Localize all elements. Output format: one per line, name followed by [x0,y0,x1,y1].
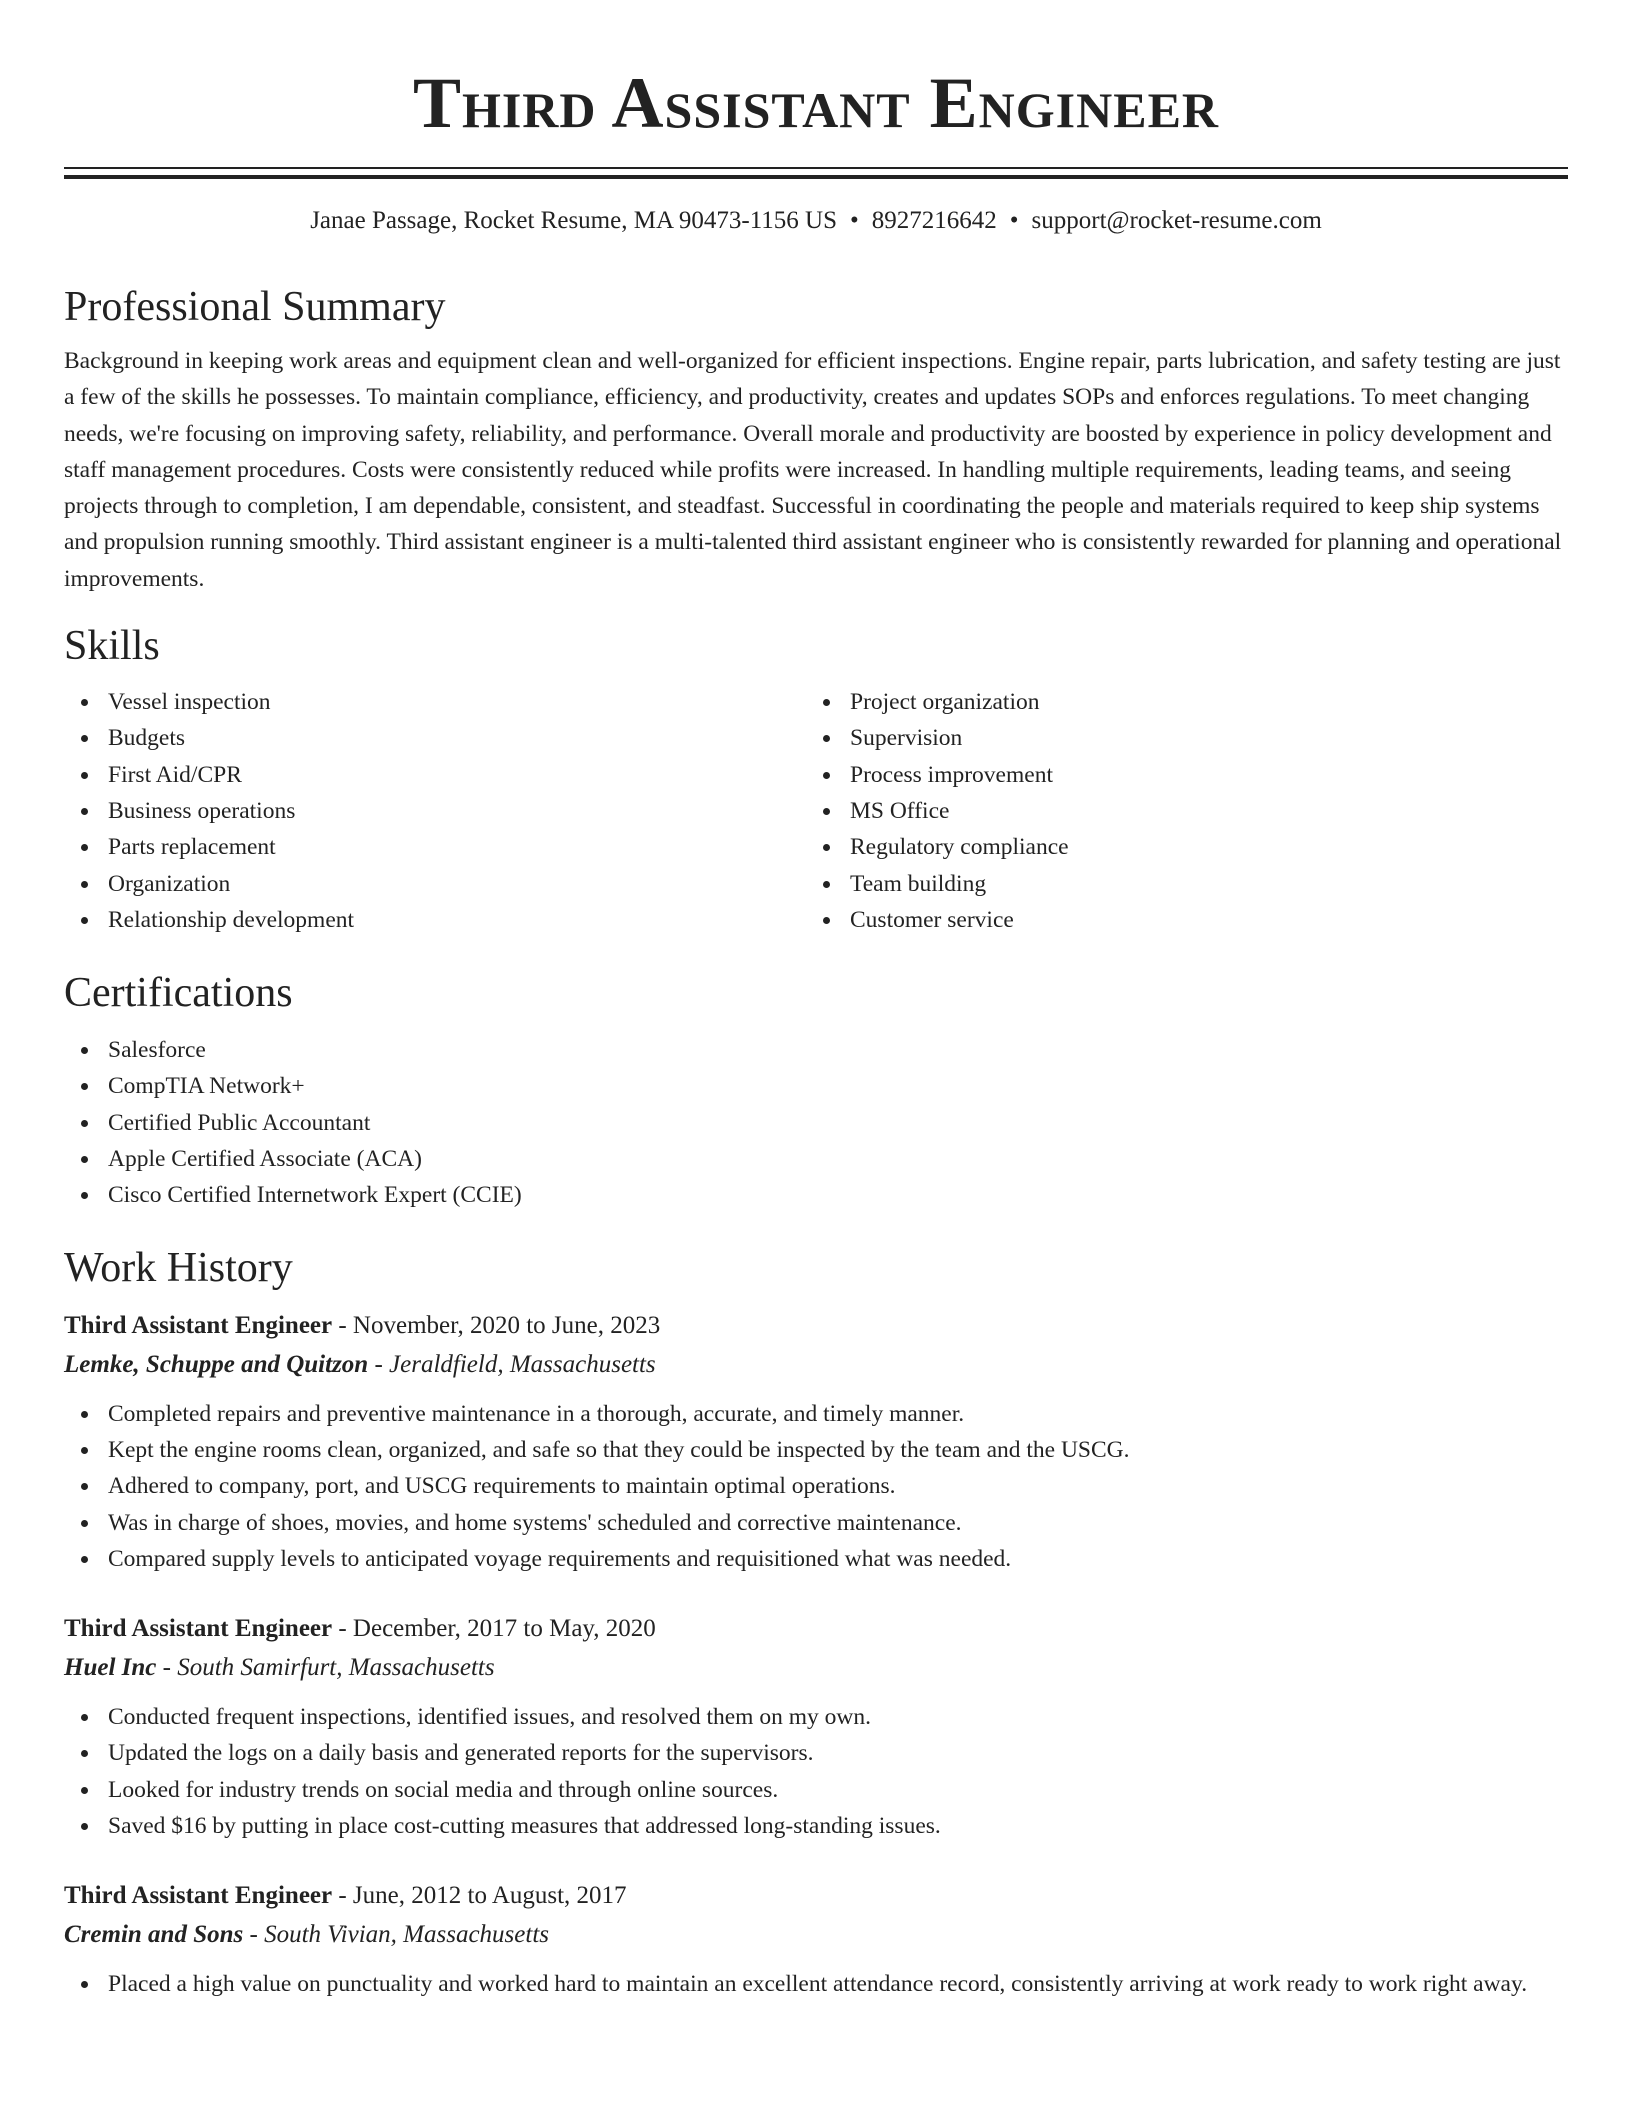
skill-item: Customer service [806,902,1548,938]
job-entry [64,1609,1568,1844]
job-bullet: Adhered to company, port, and USCG requirements to maintain optimal operations. [64,1468,1568,1504]
job-bullet: Completed repairs and preventive maintenance in a thorough, accurate, and timely manner. [64,1396,1568,1432]
job-role: Third Assistant Engineer [64,1882,333,1910]
job-bullet: Updated the logs on a daily basis and generated reports for the supervisors. [64,1735,1568,1771]
job-bullet: Compared supply levels to anticipated voyage requirements and requisitioned what was needed. [64,1541,1568,1577]
contact-email[interactable]: support@rocket-resume.com [1031,207,1322,234]
certification-item: Apple Certified Associate (ACA) [64,1141,1568,1177]
skill-item: Parts replacement [64,829,806,865]
certification-item: Certified Public Accountant [64,1105,1568,1141]
job-bullet-list [64,1966,1568,2002]
job-location: - South Samirfurt, Massachusetts [156,1654,495,1682]
job-entry [64,1876,1568,2002]
skills-heading: Skills [64,623,160,670]
certifications-list [64,1032,1568,1213]
job-location: - Jeraldfield, Massachusetts [368,1350,656,1378]
job-entry [64,1306,1568,1577]
job-company-line [64,1916,1568,1954]
skill-item: Regulatory compliance [806,829,1548,865]
job-company-line [64,1346,1568,1384]
job-bullet: Looked for industry trends on social media and through online sources. [64,1772,1568,1808]
skill-item: Budgets [64,720,806,756]
summary-heading: Professional Summary [64,284,446,330]
skill-item: Project organization [806,684,1548,720]
job-dates: - November, 2020 to June, 2023 [332,1311,661,1339]
contact-line [64,205,1568,237]
job-title-line [64,1306,1568,1346]
summary-text: Background in keeping work areas and equipment clean and well-organized for efficient inspections. Engine repair, parts lubrication, and safety testing are just a few of the skills he possesses. To maintain compliance, efficiency, and productivity, creates and updates SOPs and enforces regulations. To meet changing needs, we're focusing on improving safety, reliability, and performance. Overall morale and productivity are boosted by experience in policy development and staff management procedures. Costs were consistently reduced while profits were increased. In handling multiple requirements, leading teams, and seeing projects through to completion, I am dependable, consistent, and steadfast. Successful in coordinating the people and materials required to keep ship systems and propulsion running smoothly. Third assistant engineer is a multi-talented third assistant engineer who is consistently rewarded for planning and operational improvements. [64,348,1562,592]
certification-item: Salesforce [64,1032,1568,1068]
job-company: Lemke, Schuppe and Quitzon [64,1350,369,1378]
skills-list-right [806,684,1548,938]
skill-item: Process improvement [806,757,1548,793]
job-bullet: Kept the engine rooms clean, organized, and safe so that they could be inspected by the team and the USCG. [64,1432,1568,1468]
contact-separator: • [849,207,859,234]
skill-item: Team building [806,866,1548,902]
job-bullet: Was in charge of shoes, movies, and home systems' scheduled and corrective maintenance. [64,1505,1568,1541]
skill-item: Vessel inspection [64,684,806,720]
job-dates: - December, 2017 to May, 2020 [332,1615,656,1643]
resume-title: Third Assistant Engineer [412,63,1220,143]
work-history-heading: Work History [64,1244,293,1291]
job-role: Third Assistant Engineer [64,1311,333,1339]
certification-item: Cisco Certified Internetwork Expert (CCIE) [64,1177,1568,1213]
skills-grid [64,684,1568,938]
job-dates: - June, 2012 to August, 2017 [332,1882,627,1910]
resume-page [64,0,1568,2003]
skill-item: Business operations [64,793,806,829]
contact-separator: • [1009,207,1019,234]
job-location: - South Vivian, Massachusetts [243,1921,549,1949]
skill-item: Relationship development [64,902,806,938]
contact-phone: 8927216642 [871,207,997,234]
skills-list-left [64,684,806,938]
certification-item: CompTIA Network+ [64,1068,1568,1104]
contact-address: Janae Passage, Rocket Resume, MA 90473-1156 US [310,207,837,234]
title-divider [64,167,1568,179]
job-title-line [64,1609,1568,1649]
job-bullet-list [64,1396,1568,1577]
job-title-line [64,1876,1568,1916]
skill-item: Supervision [806,720,1548,756]
certifications-heading: Certifications [64,970,293,1017]
job-company: Huel Inc [64,1654,157,1682]
skill-item: MS Office [806,793,1548,829]
job-role: Third Assistant Engineer [64,1615,333,1643]
job-bullet: Placed a high value on punctuality and worked hard to maintain an excellent attendance record, consistently arriving at work ready to work right away. [64,1966,1568,2002]
skill-item: First Aid/CPR [64,757,806,793]
job-company-line [64,1649,1568,1687]
skill-item: Organization [64,866,806,902]
job-company: Cremin and Sons [64,1921,244,1949]
job-bullet: Conducted frequent inspections, identified issues, and resolved them on my own. [64,1699,1568,1735]
job-bullet-list [64,1699,1568,1844]
job-bullet: Saved $16 by putting in place cost-cutting measures that addressed long-standing issues. [64,1808,1568,1844]
